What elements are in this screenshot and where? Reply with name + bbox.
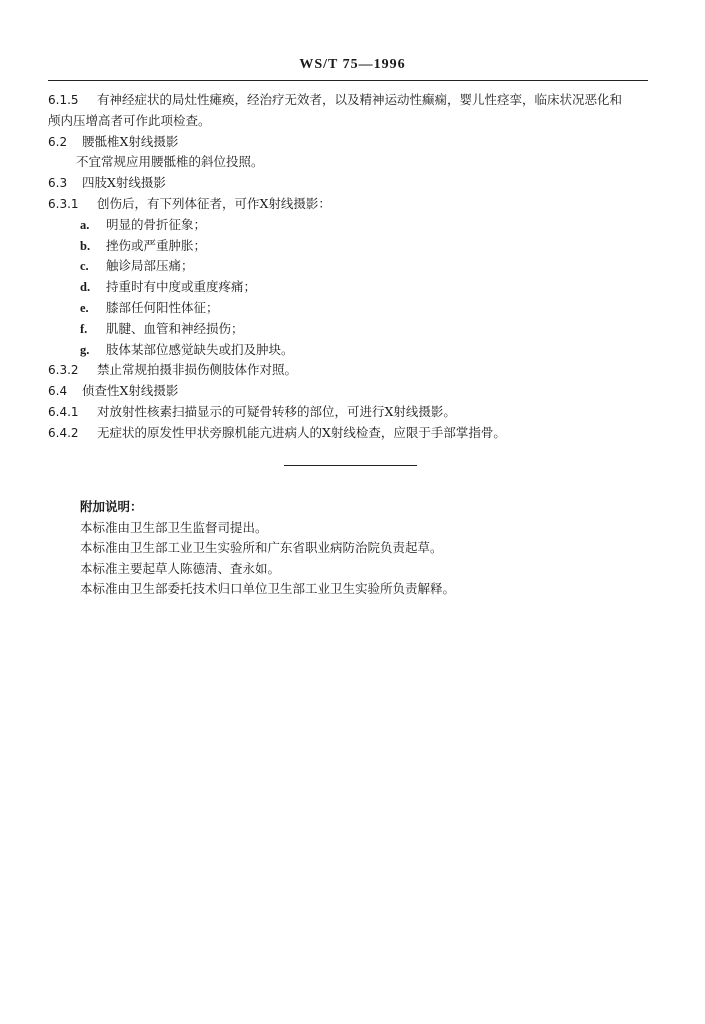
- list-text: 持重时有中度或重度疼痛；: [106, 279, 257, 295]
- list-item: [48, 256, 648, 277]
- notes-line: 本标准主要起草人陈德清、査永如。: [80, 560, 281, 576]
- clause-6-4-1: [48, 402, 648, 423]
- notes-line: 本标准由卫生部工业卫生实验所和广东省职业病防治院负责起草。: [80, 540, 443, 555]
- notes-line: 本标准由卫生部委托技术归口单位卫生部工业卫生实验所负责解释。: [80, 581, 456, 596]
- clause-number: 6.3.1: [48, 196, 79, 211]
- additional-notes: [80, 497, 640, 600]
- list-letter: d.: [80, 280, 91, 295]
- section-number: 6.4: [48, 384, 68, 399]
- section-number: 6.3: [48, 176, 68, 191]
- list-text: 明显的骨折征象；: [106, 216, 207, 232]
- section-title: 腰骶椎X射线摄影: [82, 133, 179, 149]
- list-text: 挫伤或严重肿胀；: [106, 237, 207, 253]
- end-of-standard-rule: [284, 465, 417, 466]
- list-letter: g.: [80, 342, 90, 357]
- list-item: [48, 236, 648, 257]
- section-number: 6.2: [48, 134, 68, 149]
- document-code-header: WS/T 75—1996: [299, 57, 406, 72]
- list-text: 膝部任何阳性体征；: [106, 299, 219, 315]
- list-letter: e.: [80, 300, 89, 315]
- notes-line: 本标准由卫生部卫生监督司提出。: [80, 519, 268, 535]
- document-body: [48, 90, 648, 444]
- clause-text: 无症状的原发性甲状旁腺机能亢进病人的X射线检查，应限于手部掌指骨。: [97, 424, 506, 440]
- list-letter: a.: [80, 217, 90, 232]
- notes-title: 附加说明：: [80, 499, 143, 514]
- clause-number: 6.3.2: [48, 363, 79, 378]
- clause-number: 6.4.2: [48, 425, 79, 440]
- clause-text: 对放射性核素扫描显示的可疑骨转移的部位，可进行X射线摄影。: [97, 403, 456, 419]
- section-6-3-heading: [48, 173, 648, 194]
- clause-6-1-5: [48, 90, 648, 111]
- clause-text: 创伤后，有下列体征者，可作X射线摄影：: [97, 195, 331, 211]
- clause-text: 有神经症状的局灶性瘫痪，经治疗无效者，以及精神运动性癫痫，婴儿性痉挛，临床状况恶化和: [97, 92, 623, 107]
- list-text: 肌腱、血管和神经损伤；: [106, 320, 244, 336]
- list-item: [48, 215, 648, 236]
- section-6-2-text: 不宜常规应用腰骶椎的斜位投照。: [76, 154, 264, 170]
- clause-6-3-2: [48, 360, 648, 381]
- list-text: 触诊局部压痛；: [106, 258, 194, 274]
- section-title: 侦查性X射线摄影: [82, 383, 179, 399]
- list-item: [48, 319, 648, 340]
- header-rule: [48, 80, 648, 81]
- clause-text: 禁止常规拍摄非损伤侧肢体作对照。: [97, 362, 298, 378]
- clause-6-1-5-continuation: 颅内压增高者可作此项检查。: [48, 112, 211, 128]
- clause-number: 6.4.1: [48, 404, 79, 419]
- list-item: [48, 277, 648, 298]
- section-title: 四肢X射线摄影: [82, 175, 166, 191]
- clause-6-3-1: [48, 194, 648, 215]
- section-6-4-heading: [48, 381, 648, 402]
- list-letter: f.: [80, 321, 88, 336]
- list-item: [48, 298, 648, 319]
- list-letter: c.: [80, 259, 89, 274]
- list-item: [48, 340, 648, 361]
- clause-6-4-2: [48, 423, 648, 444]
- list-text: 肢体某部位感觉缺失或扪及肿块。: [106, 341, 294, 357]
- section-6-2-heading: [48, 132, 648, 153]
- clause-number: 6.1.5: [48, 93, 79, 107]
- list-letter: b.: [80, 238, 91, 253]
